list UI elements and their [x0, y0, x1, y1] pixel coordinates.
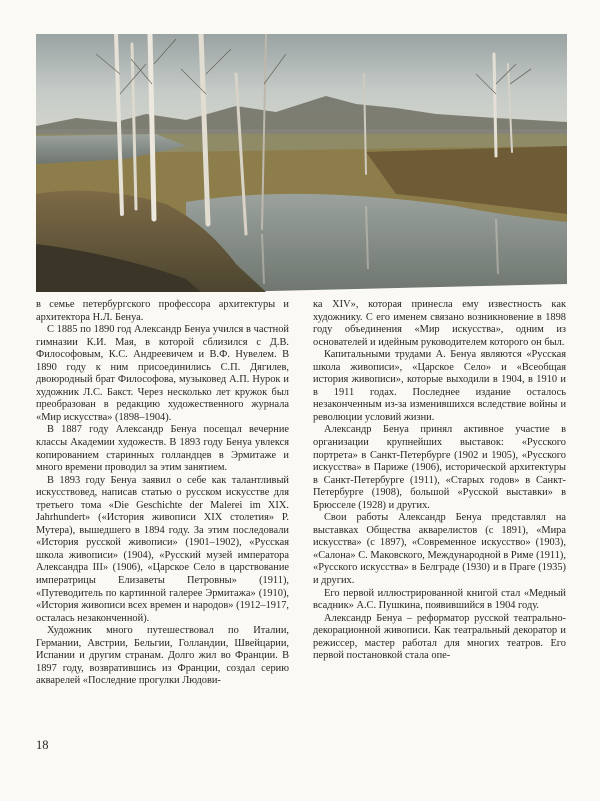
text-column-left — [36, 299, 289, 688]
painting-illustration — [36, 34, 567, 292]
paragraph: ка XIV», которая принесла ему известность как художнику. С его именем связано возникновение в 1898 году объединения «Мир искусства», одним из основателей и идейным руководителем которого он был. — [313, 299, 566, 348]
paragraph: Его первой иллюстрированной книгой стал «Медный всадник» А.С. Пушкина, появившийся в 1904 году. — [313, 587, 566, 612]
paragraph: В 1887 году Александр Бенуа посещал вечерние классы Академии художеств. В 1893 году Бенуа увлекся копированием старинных голландцев в Эрмитаже и много времени проводил за этим занятием. — [36, 424, 289, 474]
paragraph: Капитальными трудами А. Бенуа являются «Русская школа живописи», «Царское Село» и «Всеобщая история живописи», которые выходили в 1904, в 1910 и в 1911 годах. Последнее издание осталось незаконченным из-за изменившихся вследствие войны и революции условий жизни. — [313, 349, 566, 423]
paragraph: Александр Бенуа – реформатор русской театрально-декорационной живописи. Как театральный декоратор и режиссер, мастер работал для многих театров. Его первой постановкой стала опе- — [313, 612, 566, 662]
page-number: 18 — [36, 738, 49, 752]
landscape-painting — [36, 34, 567, 292]
paragraph: Александр Бенуа принял активное участие в организации крупнейших выставок: «Русского портрета» в Санкт-Петербурге (1902 и 1905), «Русского искусства» в Париже (1906), исторической архитектуры в Санкт-Петербурге (1911), «Старых годов» в Санкт-Петербурге (1908), большой «Русской выставки» в Брюсселе (1928) и других. — [313, 424, 566, 511]
paragraph: С 1885 по 1890 год Александр Бенуа учился в частной гимназии К.И. Мая, в которой сблизился с Д.В. Философовым, К.С. Андреевичем и В.Ф. Нувелем. В 1890 году к ним присоединились С.П. Дягилев, двоюродный брат Философова, музыковед А.П. Нурок и художник Л.С. Бакст. Через несколько лет кружок был преобразован в редакцию художественного журнала «Мир искусства» (1898–1904). — [36, 324, 289, 423]
paragraph: В 1893 году Бенуа заявил о себе как талантливый искусствовед, написав статью о русском искусстве для третьего тома «Die Geschichte der Malerei im XIX. Jahrhundert» («История живописи XIX столетия» Р. Мутера), вышедшего в 1894 году. За этим последовали «История русской живописи» (1901–1902), «Русская школа живописи» (1904), «Русский музей императора Александра III» (1906), «Царское Село в царствование императрицы Елизаветы Петровны» (1911), «Путеводитель по картинной галерее Эрмитажа» (1910), «История живописи всех времен и народов» (1912–1917, осталась незаконченной). — [36, 474, 289, 624]
text-column-right — [313, 299, 566, 663]
paragraph: Художник много путешествовал по Италии, Германии, Австрии, Бельгии, Голландии, Швейцарии, Испании и другим странам. Долго жил во Франции. В 1897 году, возвратившись из Франции, создал серию акварелей «Последние прогулки Людови- — [36, 625, 289, 687]
paragraph: в семье петербургского профессора архитектуры и архитектора Н.Л. Бенуа. — [36, 299, 289, 323]
paragraph: Свои работы Александр Бенуа представлял на выставках Общества акварелистов (с 1891), «Мира искусства» (с 1897), «Современное искусство» (1903), «Салона» С. Маковского, Международной в Риме (1911), «Русского искусства» в Белграде (1930) и в Праге (1935) и других. — [313, 512, 566, 587]
